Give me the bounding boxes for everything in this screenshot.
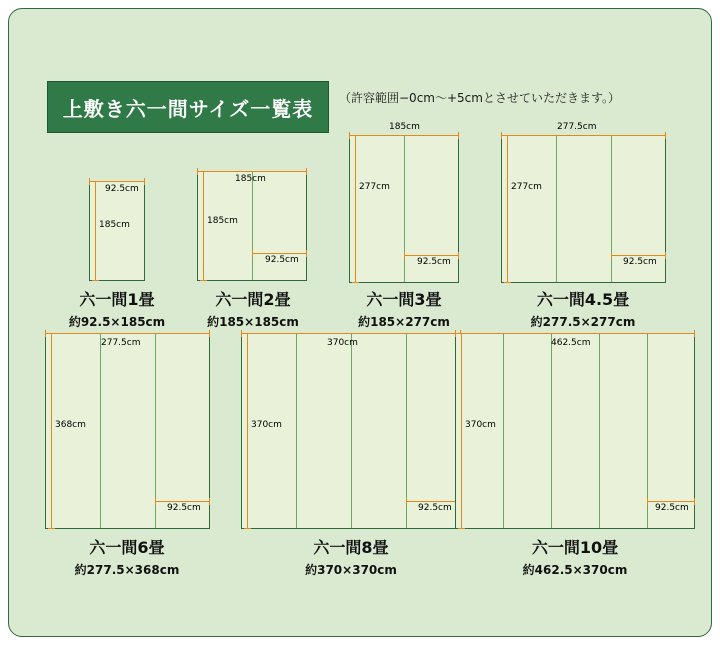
measure-tick: [306, 250, 307, 257]
measure-tick: [352, 282, 359, 283]
item-name: 六一間2畳: [215, 290, 291, 309]
item-label: [507, 287, 659, 330]
measure-tick: [458, 333, 465, 334]
measure-tick: [665, 252, 666, 259]
measure-tick: [244, 528, 251, 529]
measure-tick: [209, 330, 210, 337]
item-name: 六一間10畳: [531, 538, 619, 557]
measure-tick: [241, 330, 242, 337]
item-size: 約277.5×277cm: [530, 315, 636, 329]
measure-tick: [458, 252, 459, 259]
mat-panel: [198, 172, 253, 280]
measure-line-bottom: [406, 501, 461, 502]
measure-tick: [404, 252, 405, 259]
measure-tick: [200, 280, 207, 281]
mat-panel: [352, 334, 407, 528]
item-size: 約92.5×185cm: [68, 315, 166, 329]
mat-panel: [297, 334, 352, 528]
page-title: [47, 81, 329, 133]
measure-line-left: [247, 333, 248, 529]
measure-tick: [48, 333, 55, 334]
dim-right: 92.5cm: [417, 257, 451, 267]
measure-tick: [200, 171, 207, 172]
dim-left: 185cm: [99, 220, 130, 230]
measure-line-top: [349, 135, 459, 136]
dim-top: 185cm: [235, 174, 266, 184]
mat-panel: [242, 334, 297, 528]
dim-right: 92.5cm: [167, 503, 201, 513]
mat-panel: [648, 334, 696, 528]
dim-top: 277.5cm: [101, 338, 141, 348]
measure-line-top: [455, 333, 695, 334]
mat-shape: [45, 333, 210, 529]
mat-panel: [90, 182, 146, 280]
measure-line-left: [461, 333, 462, 529]
item-name: 六一間6畳: [89, 538, 165, 557]
item-label: [499, 535, 651, 578]
mat-panel: [350, 136, 405, 282]
measure-tick: [155, 498, 156, 505]
measure-line-top: [501, 135, 666, 136]
mat-panel: [552, 334, 600, 528]
measure-tick: [455, 330, 456, 337]
measure-line-top: [197, 171, 307, 172]
measure-tick: [694, 330, 695, 337]
mat-panel: [46, 334, 101, 528]
item-label: [41, 287, 193, 330]
measure-line-top: [45, 333, 210, 334]
dim-left: 370cm: [465, 420, 496, 430]
item-name: 六一間3畳: [366, 290, 442, 309]
mat-panel: [600, 334, 648, 528]
measure-tick: [665, 132, 666, 139]
mat-panel: [502, 136, 557, 282]
item-label: [177, 287, 329, 330]
item-name: 六一間1畳: [79, 290, 155, 309]
measure-line-top: [241, 333, 461, 334]
measure-line-left: [51, 333, 52, 529]
measure-line-bottom: [155, 501, 210, 502]
measure-line-left: [203, 171, 204, 281]
measure-tick: [209, 498, 210, 505]
mat-panel: [407, 334, 462, 528]
measure-tick: [694, 498, 695, 505]
measure-tick: [647, 498, 648, 505]
measure-line-left: [507, 135, 508, 283]
measure-tick: [45, 330, 46, 337]
measure-tick: [501, 132, 502, 139]
item-label: [51, 535, 203, 578]
dim-top: 92.5cm: [105, 184, 139, 194]
mat-shape: [455, 333, 695, 529]
measure-line-bottom: [647, 501, 695, 502]
dim-left: 277cm: [359, 182, 390, 192]
dim-right: 92.5cm: [623, 257, 657, 267]
measure-tick: [306, 168, 307, 175]
dim-right: 92.5cm: [418, 503, 452, 513]
measure-tick: [458, 132, 459, 139]
mat-panel: [456, 334, 504, 528]
item-name: 六一間8畳: [313, 538, 389, 557]
measure-tick: [252, 250, 253, 257]
measure-line-bottom: [252, 253, 307, 254]
page-title-text: 上敷き六一間サイズ一覧表: [62, 96, 314, 121]
dim-left: 370cm: [251, 420, 282, 430]
dim-right: 92.5cm: [655, 503, 689, 513]
dim-top: 277.5cm: [557, 122, 597, 132]
measure-tick: [352, 135, 359, 136]
mat-panel: [101, 334, 156, 528]
item-size: 約277.5×368cm: [74, 563, 180, 577]
dim-top: 462.5cm: [551, 338, 591, 348]
measure-tick: [611, 252, 612, 259]
measure-tick: [144, 178, 145, 185]
dim-top: 370cm: [327, 338, 358, 348]
mat-shape: [241, 333, 461, 529]
mat-panel: [557, 136, 612, 282]
dim-left: 185cm: [207, 216, 238, 226]
tolerance-note: （許容範囲−0cm〜+5cmとさせていただきます。）: [339, 91, 620, 105]
item-size: 約185×277cm: [358, 315, 450, 329]
dim-right: 92.5cm: [265, 255, 299, 265]
measure-tick: [197, 168, 198, 175]
measure-line-left: [95, 181, 96, 281]
measure-line-left: [355, 135, 356, 283]
measure-tick: [458, 528, 465, 529]
dim-left: 277cm: [511, 182, 542, 192]
item-name: 六一間4.5畳: [536, 290, 630, 309]
item-label: [275, 535, 427, 578]
measure-tick: [504, 135, 511, 136]
item-size: 約370×370cm: [305, 563, 397, 577]
chart-panel: [8, 8, 712, 637]
measure-tick: [504, 282, 511, 283]
mat-shape: [89, 181, 145, 281]
item-label: [328, 287, 480, 330]
measure-line-bottom: [611, 255, 666, 256]
measure-tick: [48, 528, 55, 529]
dim-left: 368cm: [55, 420, 86, 430]
item-size: 約185×185cm: [207, 315, 299, 329]
measure-tick: [92, 280, 99, 281]
measure-tick: [89, 178, 90, 185]
measure-tick: [92, 181, 99, 182]
mat-panel: [156, 334, 211, 528]
mat-panel: [504, 334, 552, 528]
item-size: 約462.5×370cm: [522, 563, 628, 577]
dim-top: 185cm: [389, 122, 420, 132]
measure-tick: [244, 333, 251, 334]
measure-tick: [349, 132, 350, 139]
measure-line-bottom: [404, 255, 459, 256]
measure-tick: [406, 498, 407, 505]
